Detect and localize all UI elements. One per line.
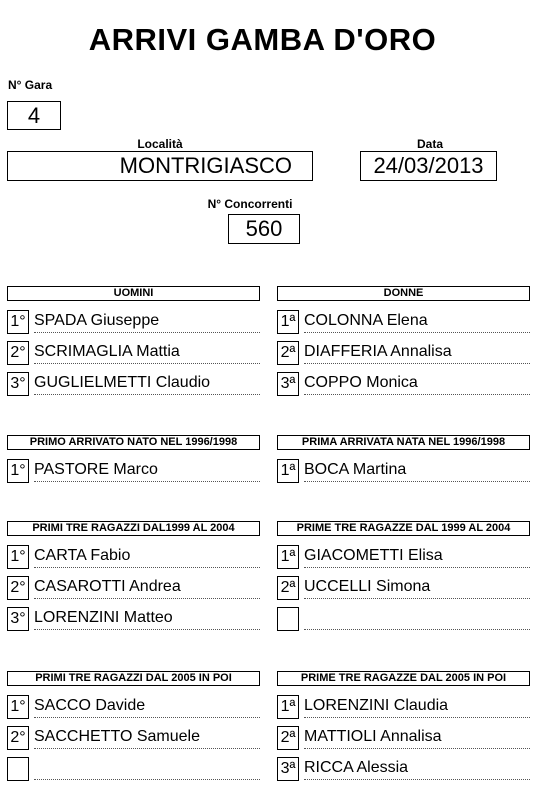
athlete-name: UCCELLI Simona xyxy=(304,576,530,599)
athlete-name: MATTIOLI Annalisa xyxy=(304,726,530,749)
section-header: PRIME TRE RAGAZZE DAL 2005 IN POI xyxy=(277,671,530,686)
athlete-name: LORENZINI Matteo xyxy=(34,607,260,630)
section-header: PRIMI TRE RAGAZZI DAL 2005 IN POI xyxy=(7,671,260,686)
section-header: UOMINI xyxy=(7,286,260,301)
result-row xyxy=(277,545,530,569)
data-label: Data xyxy=(416,137,443,151)
result-row xyxy=(7,341,260,365)
position-box: 1ª xyxy=(277,310,299,334)
position-box: 1ª xyxy=(277,545,299,569)
position-box: 3ª xyxy=(277,372,299,396)
athlete-name: SCRIMAGLIA Mattia xyxy=(34,341,260,364)
result-row xyxy=(277,757,530,781)
athlete-name: CARTA Fabio xyxy=(34,545,260,568)
position-box: 1° xyxy=(7,459,29,483)
result-row xyxy=(277,726,530,750)
result-row xyxy=(7,695,260,719)
position-box: 2ª xyxy=(277,341,299,365)
position-box: 1° xyxy=(7,545,29,569)
athlete-name xyxy=(304,607,530,630)
athlete-name: CASAROTTI Andrea xyxy=(34,576,260,599)
result-row xyxy=(7,545,260,569)
athlete-name: GIACOMETTI Elisa xyxy=(304,545,530,568)
gara-label: N° Gara xyxy=(8,78,53,92)
position-box: 2° xyxy=(7,341,29,365)
position-box: 1° xyxy=(7,695,29,719)
concorrenti-label: N° Concorrenti xyxy=(207,197,293,211)
result-row xyxy=(277,576,530,600)
result-row xyxy=(7,310,260,334)
position-box: 2° xyxy=(7,726,29,750)
section-header: DONNE xyxy=(277,286,530,301)
position-box: 2° xyxy=(7,576,29,600)
athlete-name: DIAFFERIA Annalisa xyxy=(304,341,530,364)
result-row xyxy=(277,607,530,631)
position-box: 1ª xyxy=(277,695,299,719)
section-header: PRIMI TRE RAGAZZI DAL1999 AL 2004 xyxy=(7,521,260,536)
data-value: 24/03/2013 xyxy=(360,151,497,181)
section-header: PRIME TRE RAGAZZE DAL 1999 AL 2004 xyxy=(277,521,530,536)
position-box: 1ª xyxy=(277,459,299,483)
concorrenti-value: 560 xyxy=(228,214,300,244)
position-box xyxy=(277,607,299,631)
result-row xyxy=(277,372,530,396)
result-row xyxy=(277,341,530,365)
position-box: 2ª xyxy=(277,576,299,600)
position-box: 3° xyxy=(7,372,29,396)
result-row xyxy=(7,757,260,781)
athlete-name: COPPO Monica xyxy=(304,372,530,395)
athlete-name: SPADA Giuseppe xyxy=(34,310,260,333)
section-header: PRIMA ARRIVATA NATA NEL 1996/1998 xyxy=(277,435,530,450)
result-row xyxy=(7,459,260,483)
result-row xyxy=(7,372,260,396)
section-header: PRIMO ARRIVATO NATO NEL 1996/1998 xyxy=(7,435,260,450)
athlete-name: SACCHETTO Samuele xyxy=(34,726,260,749)
localita-value: MONTRIGIASCO xyxy=(7,151,313,181)
position-box: 1° xyxy=(7,310,29,334)
result-row xyxy=(7,576,260,600)
result-row xyxy=(277,459,530,483)
athlete-name: PASTORE Marco xyxy=(34,459,260,482)
athlete-name: LORENZINI Claudia xyxy=(304,695,530,718)
athlete-name: COLONNA Elena xyxy=(304,310,530,333)
athlete-name: GUGLIELMETTI Claudio xyxy=(34,372,260,395)
athlete-name xyxy=(34,757,260,780)
gara-value: 4 xyxy=(7,101,61,130)
athlete-name: BOCA Martina xyxy=(304,459,530,482)
result-row xyxy=(277,695,530,719)
position-box xyxy=(7,757,29,781)
position-box: 2ª xyxy=(277,726,299,750)
localita-label: Località xyxy=(137,137,183,151)
athlete-name: SACCO Davide xyxy=(34,695,260,718)
athlete-name: RICCA Alessia xyxy=(304,757,530,780)
result-row xyxy=(277,310,530,334)
result-row xyxy=(7,607,260,631)
result-row xyxy=(7,726,260,750)
page-title: ARRIVI GAMBA D'ORO xyxy=(88,22,437,57)
position-box: 3ª xyxy=(277,757,299,781)
position-box: 3° xyxy=(7,607,29,631)
